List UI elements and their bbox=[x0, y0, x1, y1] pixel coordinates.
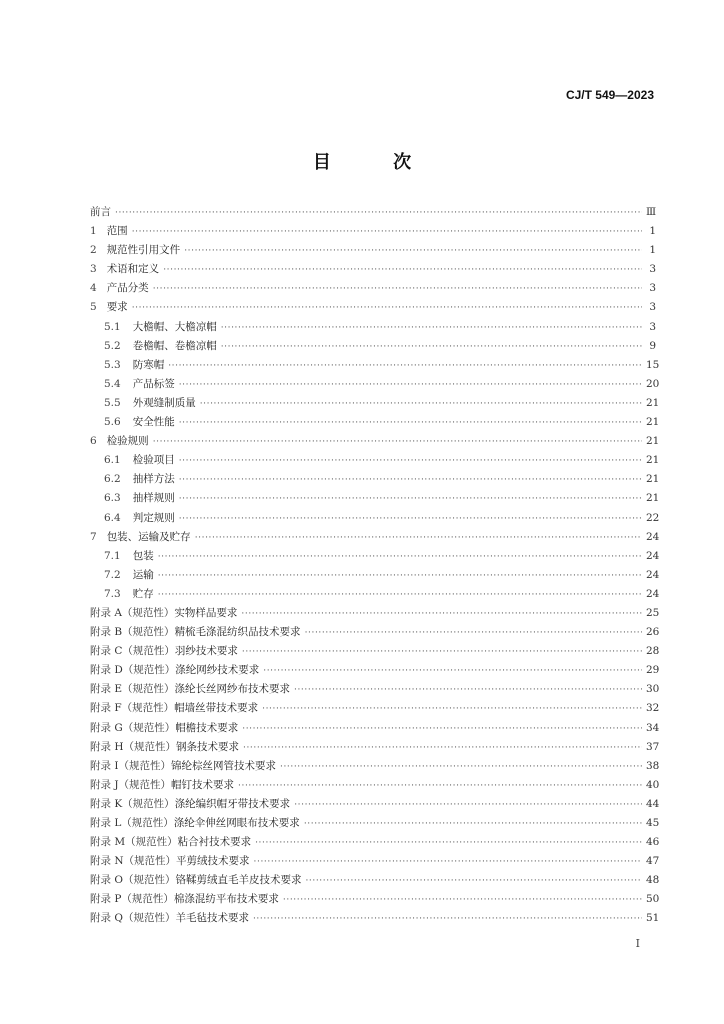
toc-entry[interactable] bbox=[90, 203, 656, 222]
dot-leader bbox=[132, 223, 642, 242]
toc-entry-title: 包装、运输及贮存 bbox=[106, 530, 191, 543]
toc-entry-page: 22 bbox=[646, 511, 660, 524]
dot-leader bbox=[179, 452, 642, 471]
toc-entry[interactable] bbox=[90, 699, 660, 718]
toc-entry-title: 涤纶长丝网纱布技术要求 bbox=[174, 683, 291, 696]
toc-entry-title: 涤纶伞伸丝网眼布技术要求 bbox=[173, 817, 300, 829]
toc-entry-page: 44 bbox=[646, 797, 660, 810]
dot-leader bbox=[242, 720, 642, 739]
toc-entry-page: 3 bbox=[649, 301, 656, 314]
dot-leader bbox=[158, 567, 642, 586]
toc-entry[interactable] bbox=[90, 871, 660, 890]
toc-entry-title: 帽檐技术要求 bbox=[175, 721, 239, 734]
toc-entry-number: 5.6 bbox=[104, 416, 121, 429]
toc-entry-page: 21 bbox=[646, 473, 660, 486]
dot-leader bbox=[294, 681, 642, 700]
toc-entry-number: 3 bbox=[90, 263, 97, 276]
toc-entry-number: 附录 B（规范性） bbox=[90, 626, 175, 639]
toc-entry-title: 实物样品要求 bbox=[174, 606, 238, 619]
toc-entry-title: 安全性能 bbox=[132, 416, 175, 429]
toc-entry[interactable] bbox=[90, 375, 660, 394]
toc-entry-page: 20 bbox=[646, 377, 660, 390]
toc-entry-page: 34 bbox=[646, 721, 660, 734]
toc-entry-title: 判定规则 bbox=[132, 511, 175, 524]
dot-leader bbox=[153, 433, 642, 452]
toc-entry-page: 46 bbox=[646, 836, 660, 849]
toc-entry-page: 25 bbox=[646, 606, 660, 619]
toc-entry-page: 21 bbox=[646, 454, 660, 467]
toc-entry-number: 5.3 bbox=[104, 358, 121, 371]
toc-entry[interactable] bbox=[90, 337, 656, 356]
toc-entry[interactable] bbox=[90, 795, 660, 814]
dot-leader bbox=[221, 338, 642, 357]
toc-entry-page: 37 bbox=[646, 740, 660, 753]
toc-entry-number: 2 bbox=[90, 244, 97, 257]
toc-entry[interactable] bbox=[90, 757, 660, 776]
dot-leader bbox=[262, 700, 642, 719]
toc-entry-title: 产品标签 bbox=[132, 377, 175, 390]
toc-entry-title: 要求 bbox=[106, 301, 128, 314]
toc-entry-number: 附录 D（规范性） bbox=[90, 664, 176, 677]
toc-entry-page: 26 bbox=[646, 626, 660, 639]
dot-leader bbox=[305, 624, 642, 643]
page-number: I bbox=[635, 937, 640, 950]
toc-entry[interactable] bbox=[90, 909, 660, 928]
dot-leader bbox=[254, 853, 642, 872]
toc-entry-title: 大檐帽、大檐凉帽 bbox=[132, 320, 217, 333]
toc-entry[interactable] bbox=[90, 432, 660, 451]
toc-entry-title: 贮存 bbox=[132, 587, 154, 600]
toc-entry-number: 附录 A（规范性） bbox=[90, 606, 175, 619]
toc-entry-title: 抽样方法 bbox=[132, 473, 175, 486]
toc-entry-number: 1 bbox=[90, 225, 97, 238]
toc-entry-page: 3 bbox=[649, 263, 656, 276]
toc-entry-title: 羊毛毡技术要求 bbox=[175, 912, 249, 925]
toc-entry-page: 28 bbox=[646, 645, 660, 658]
toc-entry-title: 检验项目 bbox=[132, 454, 175, 467]
toc-entry[interactable] bbox=[90, 719, 660, 738]
toc-entry-title: 检验规则 bbox=[106, 435, 149, 448]
toc-entry-page: 45 bbox=[646, 817, 660, 829]
toc-entry[interactable] bbox=[90, 222, 656, 241]
toc-entry[interactable] bbox=[90, 241, 656, 260]
toc-entry-number: 7.1 bbox=[104, 549, 121, 562]
toc-entry-page: 29 bbox=[646, 664, 660, 677]
toc-entry-number: 附录 O（规范性） bbox=[90, 874, 176, 887]
toc-entry-title: 抽样规则 bbox=[132, 492, 175, 505]
toc-entry[interactable] bbox=[90, 509, 660, 528]
toc-entry-page: Ⅲ bbox=[646, 206, 657, 218]
toc-entry[interactable] bbox=[90, 585, 660, 604]
table-of-contents bbox=[90, 203, 660, 929]
toc-entry-number: 附录 K（规范性） bbox=[90, 797, 175, 810]
toc-entry-page: 38 bbox=[646, 759, 660, 772]
toc-entry-title: 涤纶编织帽牙带技术要求 bbox=[174, 797, 291, 810]
toc-entry-number: 附录 Q（规范性） bbox=[90, 912, 176, 925]
toc-entry-number: 5.4 bbox=[104, 377, 121, 390]
toc-entry-page: 3 bbox=[649, 320, 656, 333]
toc-entry-title: 范围 bbox=[106, 225, 128, 238]
toc-entry[interactable] bbox=[90, 738, 660, 757]
page-title: 目 次 bbox=[312, 152, 440, 173]
dot-leader bbox=[263, 662, 642, 681]
dot-leader bbox=[132, 299, 642, 318]
toc-entry-title: 帽钉技术要求 bbox=[171, 778, 235, 791]
toc-entry-number: 附录 E（规范性） bbox=[90, 683, 175, 696]
toc-entry-number: 附录 J（规范性） bbox=[90, 778, 172, 791]
dot-leader bbox=[179, 376, 642, 395]
toc-entry-number: 附录 F（规范性） bbox=[90, 702, 175, 715]
toc-entry-title: 产品分类 bbox=[106, 282, 149, 295]
toc-entry-number: 附录 H（规范性） bbox=[90, 740, 176, 753]
dot-leader bbox=[179, 471, 642, 490]
toc-entry-title: 精梳毛涤混纺织品技术要求 bbox=[174, 626, 301, 639]
document-code: CJ/T 549—2023 bbox=[565, 88, 654, 102]
toc-entry-number: 6.4 bbox=[104, 511, 121, 524]
toc-entry-title: 钢条技术要求 bbox=[176, 740, 239, 753]
toc-entry[interactable] bbox=[90, 852, 660, 871]
toc-entry-page: 47 bbox=[646, 855, 660, 868]
dot-leader bbox=[179, 490, 642, 509]
toc-entry-page: 21 bbox=[646, 492, 660, 505]
toc-entry[interactable] bbox=[90, 566, 660, 585]
toc-entry-number: 5.2 bbox=[104, 339, 121, 352]
dot-leader bbox=[294, 796, 642, 815]
toc-entry-page: 21 bbox=[646, 416, 660, 429]
toc-entry-number: 6.2 bbox=[104, 473, 121, 486]
toc-entry[interactable] bbox=[90, 470, 660, 489]
dot-leader bbox=[179, 414, 642, 433]
toc-entry-number: 附录 M（规范性） bbox=[90, 836, 178, 849]
toc-entry-number: 6.3 bbox=[104, 492, 121, 505]
toc-entry-title: 锦纶棕丝网管技术要求 bbox=[171, 759, 276, 772]
toc-entry-title: 规范性引用文件 bbox=[106, 244, 181, 257]
toc-entry-page: 9 bbox=[649, 339, 656, 352]
dot-leader bbox=[241, 605, 642, 624]
dot-leader bbox=[195, 529, 642, 548]
toc-entry-title: 防寒帽 bbox=[132, 358, 165, 371]
dot-leader bbox=[283, 891, 642, 910]
toc-entry[interactable] bbox=[90, 413, 660, 432]
toc-entry-title: 包装 bbox=[132, 549, 154, 562]
toc-entry-number: 附录 C（规范性） bbox=[90, 645, 175, 658]
toc-entry-number: 5.1 bbox=[104, 320, 121, 333]
toc-entry-title: 羽纱技术要求 bbox=[174, 645, 238, 658]
toc-entry-number: 7.3 bbox=[104, 587, 121, 600]
toc-entry-page: 48 bbox=[646, 874, 660, 887]
toc-entry-number: 6.1 bbox=[104, 454, 121, 467]
toc-entry-number: 5.5 bbox=[104, 396, 121, 409]
toc-entry[interactable] bbox=[90, 489, 660, 508]
dot-leader bbox=[200, 395, 642, 414]
toc-entry[interactable] bbox=[90, 356, 660, 375]
toc-entry-page: 21 bbox=[646, 435, 660, 448]
dot-leader bbox=[238, 777, 642, 796]
toc-entry[interactable] bbox=[90, 451, 660, 470]
toc-entry[interactable] bbox=[90, 260, 656, 279]
toc-entry-page: 15 bbox=[646, 358, 660, 371]
toc-entry-title: 外观缝制质量 bbox=[132, 396, 196, 409]
toc-entry-number: 附录 I（规范性） bbox=[90, 759, 171, 772]
toc-entry-title: 术语和定义 bbox=[106, 263, 160, 276]
toc-entry[interactable] bbox=[90, 814, 660, 833]
dot-leader bbox=[179, 510, 642, 529]
toc-entry-page: 24 bbox=[646, 530, 660, 543]
toc-entry-page: 1 bbox=[649, 225, 656, 238]
toc-entry-number: 5 bbox=[90, 301, 97, 314]
toc-entry-number: 7 bbox=[90, 530, 97, 543]
toc-entry[interactable] bbox=[90, 776, 660, 795]
toc-entry-number: 附录 G（规范性） bbox=[90, 721, 176, 734]
toc-entry-page: 40 bbox=[646, 778, 660, 791]
toc-entry[interactable] bbox=[90, 661, 660, 680]
toc-entry-number: 4 bbox=[90, 282, 97, 295]
dot-leader bbox=[255, 834, 642, 853]
toc-entry[interactable] bbox=[90, 642, 660, 661]
dot-leader bbox=[153, 280, 642, 299]
dot-leader bbox=[253, 910, 642, 929]
toc-entry[interactable] bbox=[90, 318, 656, 337]
toc-entry[interactable] bbox=[90, 528, 660, 547]
dot-leader bbox=[184, 242, 642, 261]
toc-entry[interactable] bbox=[90, 890, 660, 909]
toc-entry-page: 51 bbox=[646, 912, 660, 925]
toc-entry[interactable] bbox=[90, 623, 660, 642]
toc-entry-page: 50 bbox=[646, 893, 660, 906]
dot-leader bbox=[304, 815, 642, 834]
toc-entry-title: 棉涤混纺平布技术要求 bbox=[173, 893, 279, 906]
dot-leader bbox=[242, 643, 642, 662]
toc-entry[interactable] bbox=[90, 680, 660, 699]
dot-leader bbox=[280, 758, 642, 777]
toc-entry[interactable] bbox=[90, 833, 660, 852]
dot-leader bbox=[115, 204, 642, 223]
toc-entry-page: 32 bbox=[646, 702, 660, 715]
dot-leader bbox=[158, 548, 642, 567]
toc-entry-title: 铬鞣剪绒直毛羊皮技术要求 bbox=[175, 874, 302, 887]
toc-entry[interactable] bbox=[90, 279, 656, 298]
toc-entry-number: 附录 P（规范性） bbox=[90, 893, 174, 906]
toc-entry-page: 30 bbox=[646, 683, 660, 696]
dot-leader bbox=[221, 319, 642, 338]
toc-entry-page: 3 bbox=[649, 282, 656, 295]
toc-entry-page: 24 bbox=[646, 587, 660, 600]
toc-entry-number: 附录 L（规范性） bbox=[90, 817, 174, 829]
dot-leader bbox=[158, 586, 642, 605]
toc-entry-title: 平剪绒技术要求 bbox=[176, 855, 250, 868]
toc-entry-title: 帽墙丝带技术要求 bbox=[174, 702, 259, 715]
dot-leader bbox=[243, 739, 642, 758]
toc-entry[interactable] bbox=[90, 547, 660, 566]
dot-leader bbox=[168, 357, 642, 376]
toc-entry-number: 附录 N（规范性） bbox=[90, 855, 177, 868]
toc-entry[interactable] bbox=[90, 298, 656, 317]
toc-entry-title: 卷檐帽、卷檐凉帽 bbox=[132, 339, 217, 352]
toc-entry-title: 前言 bbox=[90, 206, 111, 218]
toc-entry-title: 粘合衬技术要求 bbox=[177, 836, 252, 849]
toc-entry[interactable] bbox=[90, 394, 660, 413]
dot-leader bbox=[305, 872, 642, 891]
toc-entry-title: 运输 bbox=[132, 568, 154, 581]
toc-entry-page: 21 bbox=[646, 396, 660, 409]
toc-entry-number: 7.2 bbox=[104, 568, 121, 581]
toc-entry-title: 涤纶网纱技术要求 bbox=[175, 664, 260, 677]
toc-entry-number: 6 bbox=[90, 435, 97, 448]
toc-entry-page: 1 bbox=[649, 244, 656, 257]
toc-entry[interactable] bbox=[90, 604, 660, 623]
dot-leader bbox=[163, 261, 642, 280]
toc-entry-page: 24 bbox=[646, 568, 660, 581]
toc-entry-page: 24 bbox=[646, 549, 660, 562]
